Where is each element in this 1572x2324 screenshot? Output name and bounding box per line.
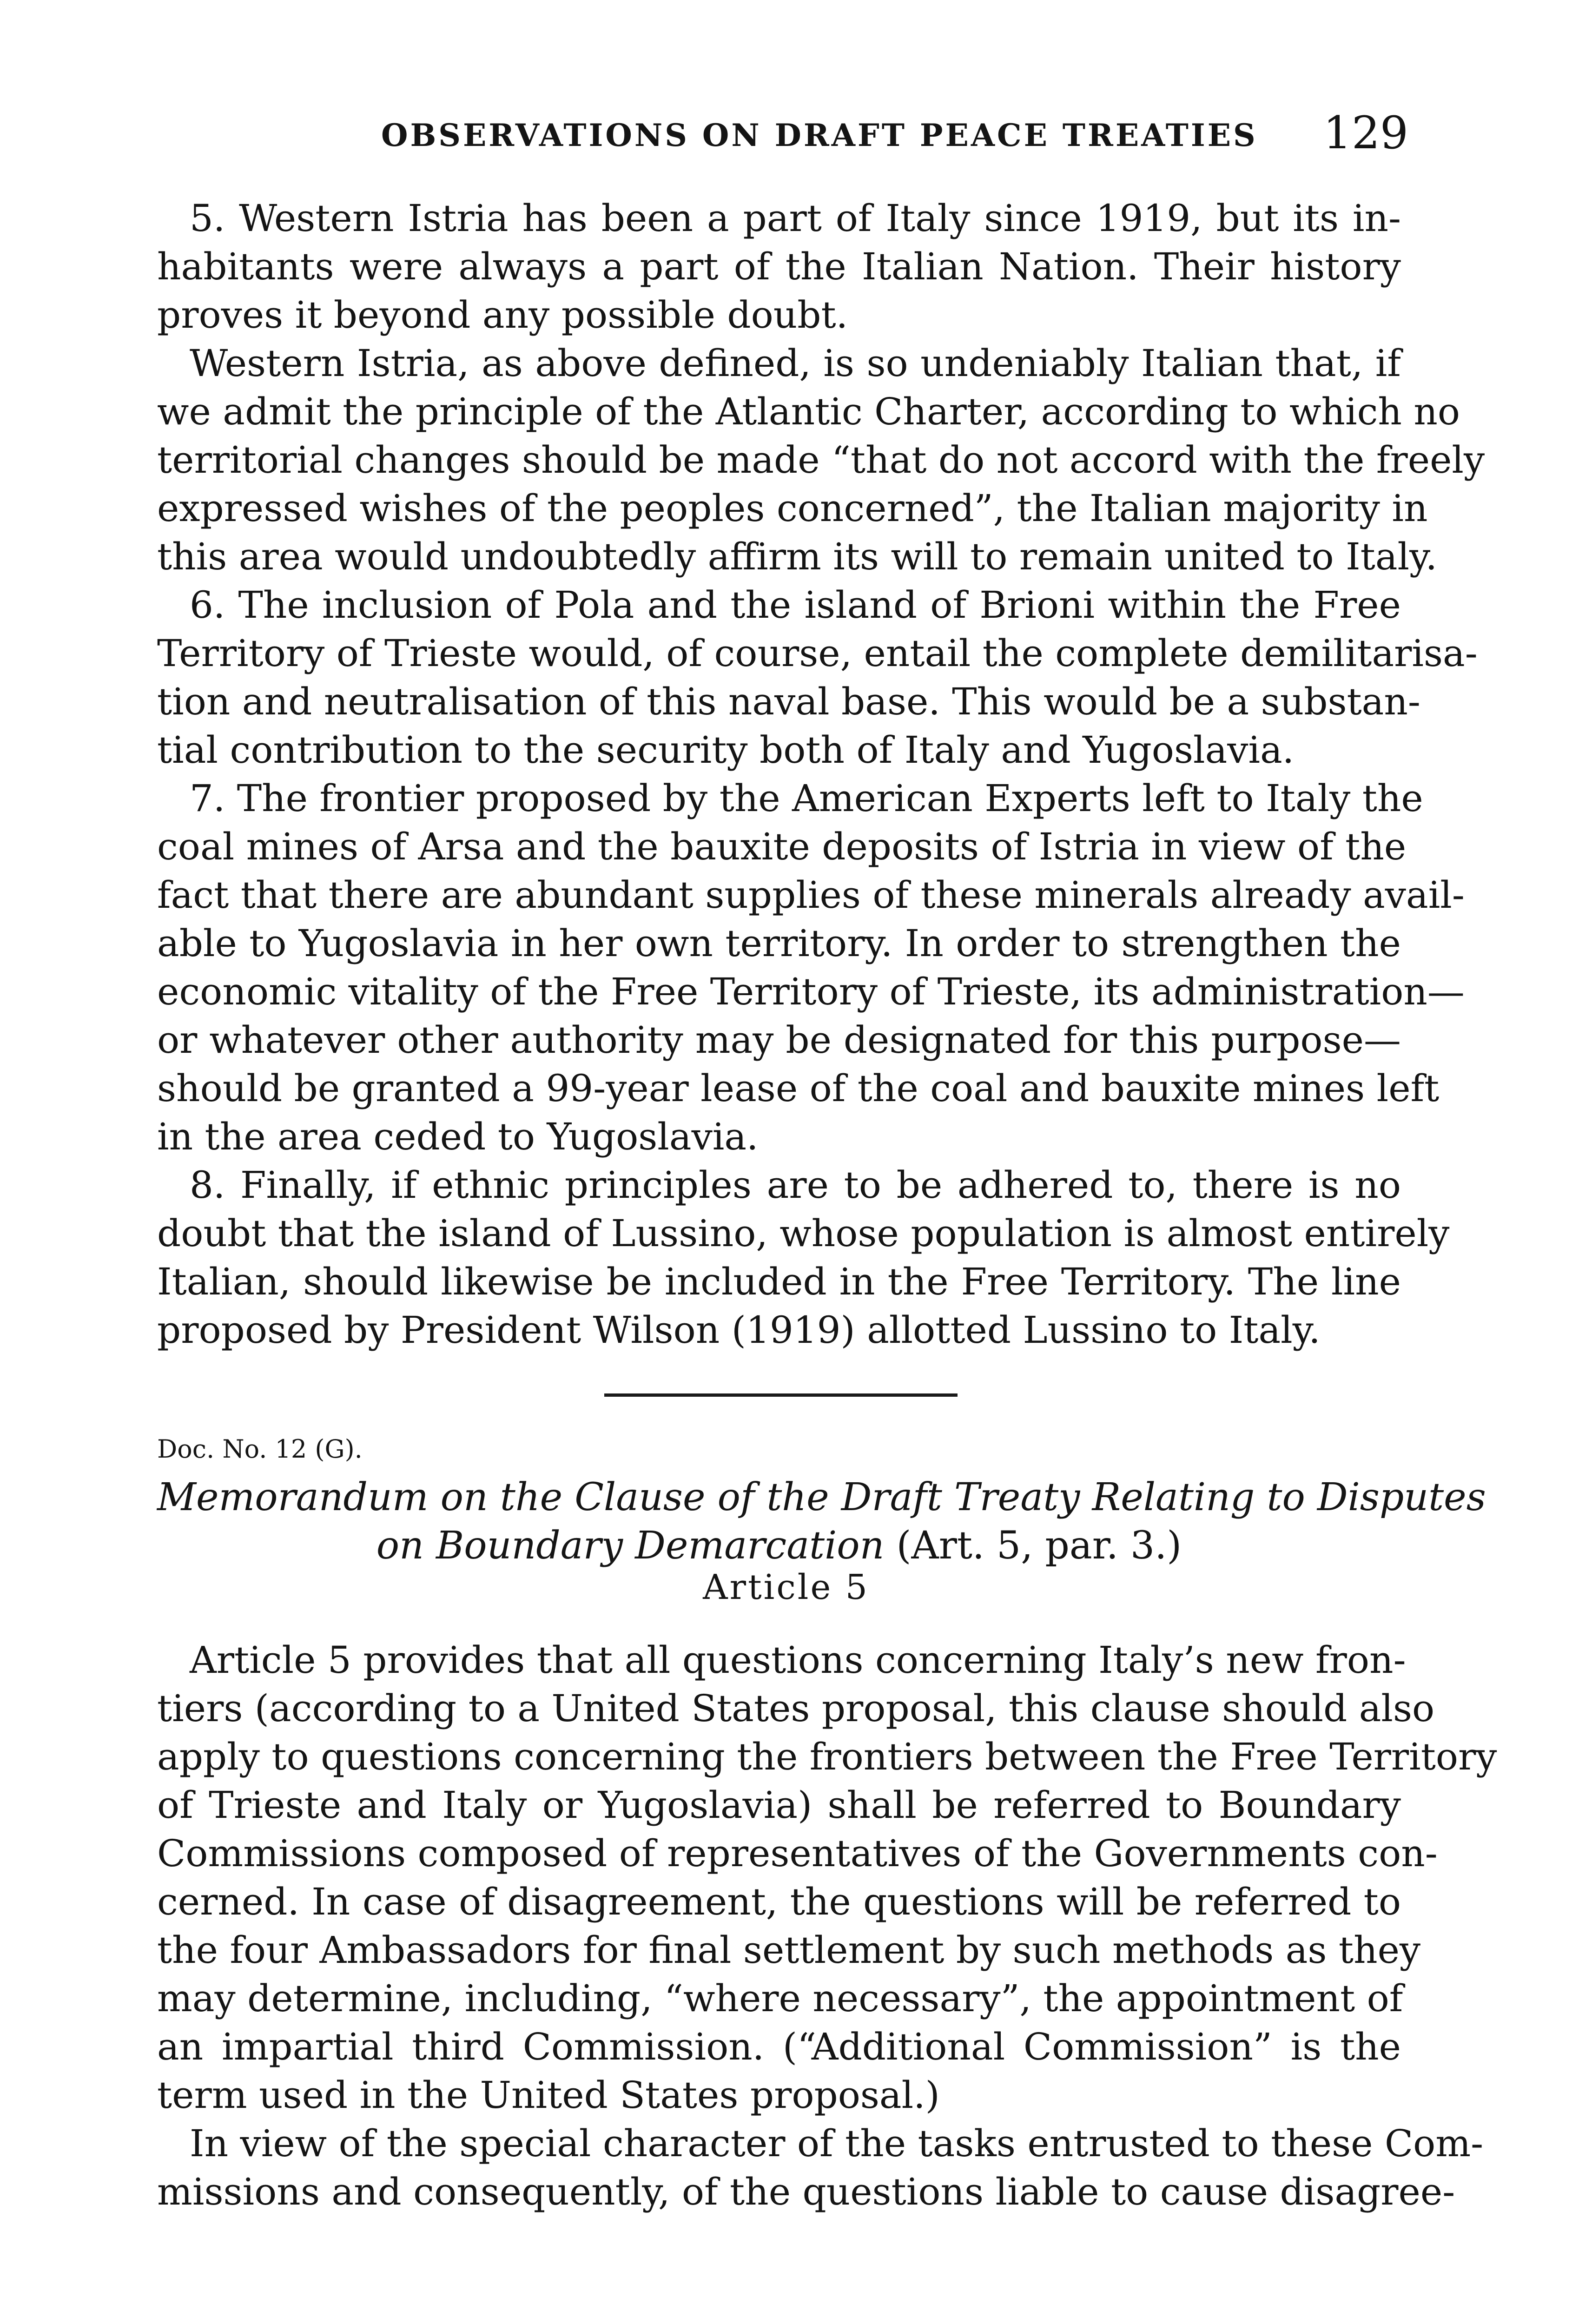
memorandum-title-line-1: Memorandum on the Clause of the Draft Treaty Relating to Disputes xyxy=(157,1475,1486,1519)
text-line: of Trieste and Italy or Yugoslavia) shall be referred to Boundary xyxy=(157,1783,1401,1827)
text-line: Territory of Trieste would, of course, entail the complete demilitarisa- xyxy=(157,632,1478,675)
memorandum-title-reference: (Art. 5, par. 3.) xyxy=(884,1524,1182,1568)
text-line: Western Istria, as above defined, is so undeniably Italian that, if xyxy=(190,342,1401,385)
observations-text xyxy=(157,194,1485,1354)
text-line: habitants were always a part of the Italian Nation. Their history xyxy=(157,245,1401,288)
text-line: 5. Western Istria has been a part of Italy since 1919, but its in- xyxy=(190,197,1401,240)
text-line: cerned. In case of disagreement, the questions will be referred to xyxy=(157,1880,1401,1923)
memorandum-title xyxy=(157,1473,1486,1570)
text-line: economic vitality of the Free Territory of Trieste, its administration— xyxy=(157,970,1465,1013)
text-line: missions and consequently, of the questions liable to cause disagree- xyxy=(157,2170,1455,2213)
text-line: the four Ambassadors for final settlement by such methods as they xyxy=(157,1928,1421,1972)
text-line: apply to questions concerning the frontiers between the Free Territory xyxy=(157,1735,1497,1778)
text-line: 7. The frontier proposed by the American Experts left to Italy the xyxy=(190,777,1423,820)
doc-label: Doc. No. 12 (G). xyxy=(157,1434,363,1464)
text-line: we admit the principle of the Atlantic Charter, according to which no xyxy=(157,390,1460,433)
text-line: tion and neutralisation of this naval base. This would be a substan- xyxy=(157,680,1420,723)
memorandum-title-line-2 xyxy=(157,1522,1401,1570)
text-line: tial contribution to the security both of Italy and Yugoslavia. xyxy=(157,728,1295,772)
text-line: fact that there are abundant supplies of these minerals already avail- xyxy=(157,873,1465,917)
text-line: proves it beyond any possible doubt. xyxy=(157,293,848,337)
text-line: this area would undoubtedly affirm its will to remain united to Italy. xyxy=(157,535,1438,578)
text-line: in the area ceded to Yugoslavia. xyxy=(157,1115,759,1158)
running-header xyxy=(158,107,1408,163)
text-line: should be granted a 99-year lease of the coal and bauxite mines left xyxy=(157,1067,1440,1110)
page-number: 129 xyxy=(1323,107,1408,159)
text-line: expressed wishes of the peoples concerned”, the Italian majority in xyxy=(157,487,1428,530)
text-line: term used in the United States proposal.) xyxy=(157,2073,940,2117)
text-line: able to Yugoslavia in her own territory. In order to strengthen the xyxy=(157,922,1401,965)
text-line: coal mines of Arsa and the bauxite deposits of Istria in view of the xyxy=(157,825,1407,868)
text-line: an impartial third Commission. (“Additional Commission” is the xyxy=(157,2025,1401,2068)
text-line: In view of the special character of the tasks entrusted to these Com- xyxy=(190,2122,1484,2165)
text-line: tiers (according to a United States proposal, this clause should also xyxy=(157,1687,1435,1730)
memorandum-title-italic: on Boundary Demarcation xyxy=(376,1524,885,1568)
text-line: 6. The inclusion of Pola and the island of Brioni within the Free xyxy=(190,583,1401,627)
text-line: territorial changes should be made “that do not accord with the freely xyxy=(157,438,1485,482)
article-heading: Article 5 xyxy=(703,1567,869,1607)
text-line: 8. Finally, if ethnic principles are to be adhered to, there is no xyxy=(190,1163,1401,1207)
text-line: proposed by President Wilson (1919) allotted Lussino to Italy. xyxy=(157,1308,1321,1352)
text-line: or whatever other authority may be designated for this purpose— xyxy=(157,1018,1401,1062)
section-divider xyxy=(604,1393,958,1397)
text-line: doubt that the island of Lussino, whose population is almost entirely xyxy=(157,1212,1450,1255)
memorandum-text xyxy=(157,1636,1497,2216)
text-line: may determine, including, “where necessary”, the appointment of xyxy=(157,1977,1403,2020)
running-title: OBSERVATIONS ON DRAFT PEACE TREATIES xyxy=(381,117,1258,153)
text-line: Commissions composed of representatives of the Governments con- xyxy=(157,1832,1438,1875)
text-line: Article 5 provides that all questions concerning Italy’s new fron- xyxy=(190,1638,1406,1682)
text-line: Italian, should likewise be included in the Free Territory. The line xyxy=(157,1260,1401,1303)
